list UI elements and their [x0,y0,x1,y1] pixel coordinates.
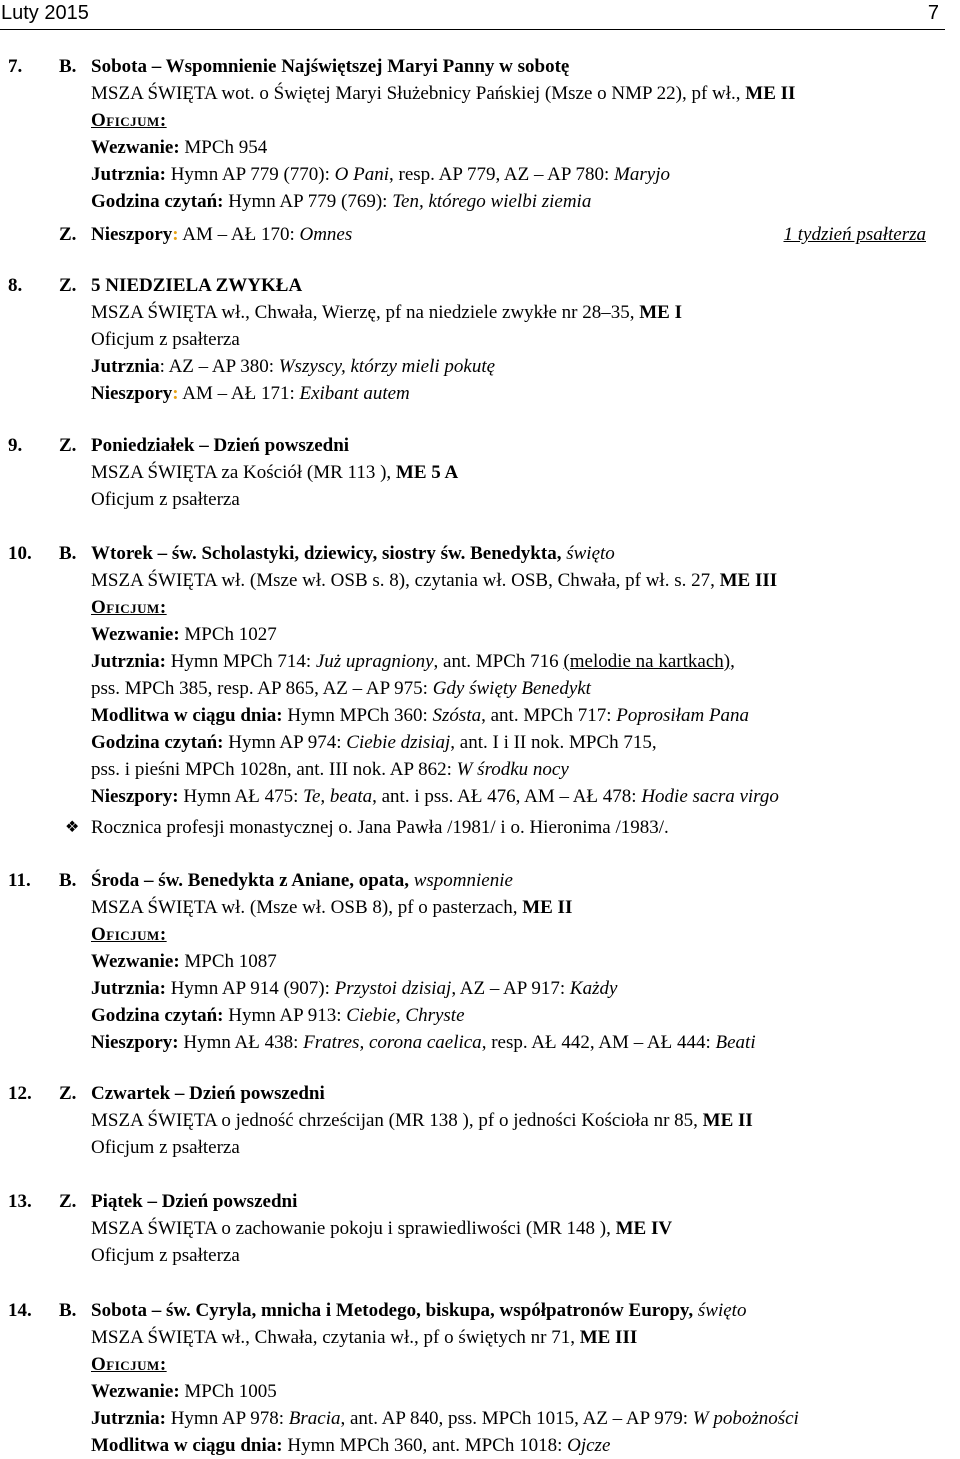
entry-11: 11. B. Środa – św. Benedykta z Aniane, opata, wspomnienie MSZA ŚWIĘTA wł. (Msze wł. OSB 8), pf o pasterzach, ME II Oficjum: Wezwanie: MPCh 1087 Jutrznia: Hymn AP 914 (907): Przystoi dzisiaj, AZ – AP 917: Każdy Godzina czytań: Hymn AP 913: Ciebie, Chryste Nieszpory: Hymn AŁ 438: Fratres, corona caelica, resp. AŁ 442, AM – AŁ 444: Beati [8,870,756,1053]
entry-14: 14. B. Sobota – św. Cyryla, mnicha i Metodego, biskupa, współpatronów Europy, święto MSZA ŚWIĘTA wł., Chwała, czytania wł., pf o świętych nr 71, ME III Oficjum: Wezwanie: MPCh 1005 Jutrznia: Hymn AP 978: Bracia, ant. AP 840, pss. MPCh 1015, AZ – AP 979: W pobożności Modlitwa w ciągu dnia: Hymn MPCh 360, ant. MPCh 1018: Ojcze [8,1300,799,1456]
page-number: 7 [927,2,939,24]
diamond-bullet-icon: ❖ [65,819,80,836]
psalter-week-note: 1 tydzień psałterza [783,224,926,245]
entry-13: 13. Z. Piątek – Dzień powszedni MSZA ŚWIĘTA o zachowanie pokoju i sprawiedliwości (MR 148 ), ME IV Oficjum z psałterza [8,1191,673,1266]
entry-12: 12. Z. Czwartek – Dzień powszedni MSZA ŚWIĘTA o jedność chrześcijan (MR 138 ), pf o jedności Kościoła nr 85, ME II Oficjum z psałterza [8,1083,753,1158]
entry-title: Sobota – Wspomnienie Najświętszej Maryi Panny w sobotę [91,56,570,77]
entry-8: 8. Z. 5 NIEDZIELA ZWYKŁA MSZA ŚWIĘTA wł., Chwała, Wierzę, pf na niedziele zwykłe nr 28–35, ME I Oficjum z psałterza Jutrznia: AZ – AP 380: Wszyscy, którzy mieli pokutę Nieszpory: AM – AŁ 171: Exibant autem [8,275,682,404]
entry-9: 9. Z. Poniedziałek – Dzień powszedni MSZA ŚWIĘTA za Kościół (MR 113 ), ME 5 A Oficjum z psałterza [8,435,459,510]
liturgical-color: B. [59,56,77,77]
page-header [0,0,945,30]
entry-10: 10. B. Wtorek – św. Scholastyki, dziewicy, siostry św. Benedykta, święto MSZA ŚWIĘTA wł. (Msze wł. OSB s. 8), czytania wł. OSB, Chwała, pf wł. s. 27, ME III Oficjum: Wezwanie: MPCh 1027 Jutrznia: Hymn MPCh 714: Już upragniony, ant. MPCh 716 (melodie na kartkach), pss. MPCh 385, resp. AP 865, AZ – AP 975: Gdy święty Benedykt Modlitwa w ciągu dnia: Hymn MPCh 360: Szósta, ant. MPCh 717: Poprosiłam Pana Godzina czytań: Hymn AP 974: Ciebie dzisiaj, ant. I i II nok. MPCh 715, pss. i pieśni MPCh 1028n, ant. III nok. AP 862: W środku nocy Nieszpory: Hymn AŁ 475: Te, beata, ant. i pss. AŁ 476, AM – AŁ 478: Hodie sacra virgo ❖ Rocznica profesji monastycznej o. Jana Pawła /1981/ i o. Hieronima /1983/. [0,540,950,841]
oficjum-heading: Oficjum: [91,110,167,131]
header-month: Luty 2015 [1,2,89,24]
day-number: 7. [8,56,23,77]
entry-7: 7. B. Sobota – Wspomnienie Najświętszej Maryi Panny w sobotę MSZA ŚWIĘTA wot. o Świętej Maryi Służebnicy Pańskiej (Msze o NMP 22), pf wł., ME II Oficjum: Wezwanie: MPCh 954 Jutrznia: Hymn AP 779 (770): O Pani, resp. AP 779, AZ – AP 780: Maryjo Godzina czytań: Hymn AP 779 (769): Ten, którego wielbi ziemia Z. Nieszpory: AM – AŁ 170: Omnes 1 tydzień psałterza [0,53,950,248]
anniversary-note: Rocznica profesji monastycznej o. Jana Pawła /1981/ i o. Hieronima /1983/. [91,817,669,838]
